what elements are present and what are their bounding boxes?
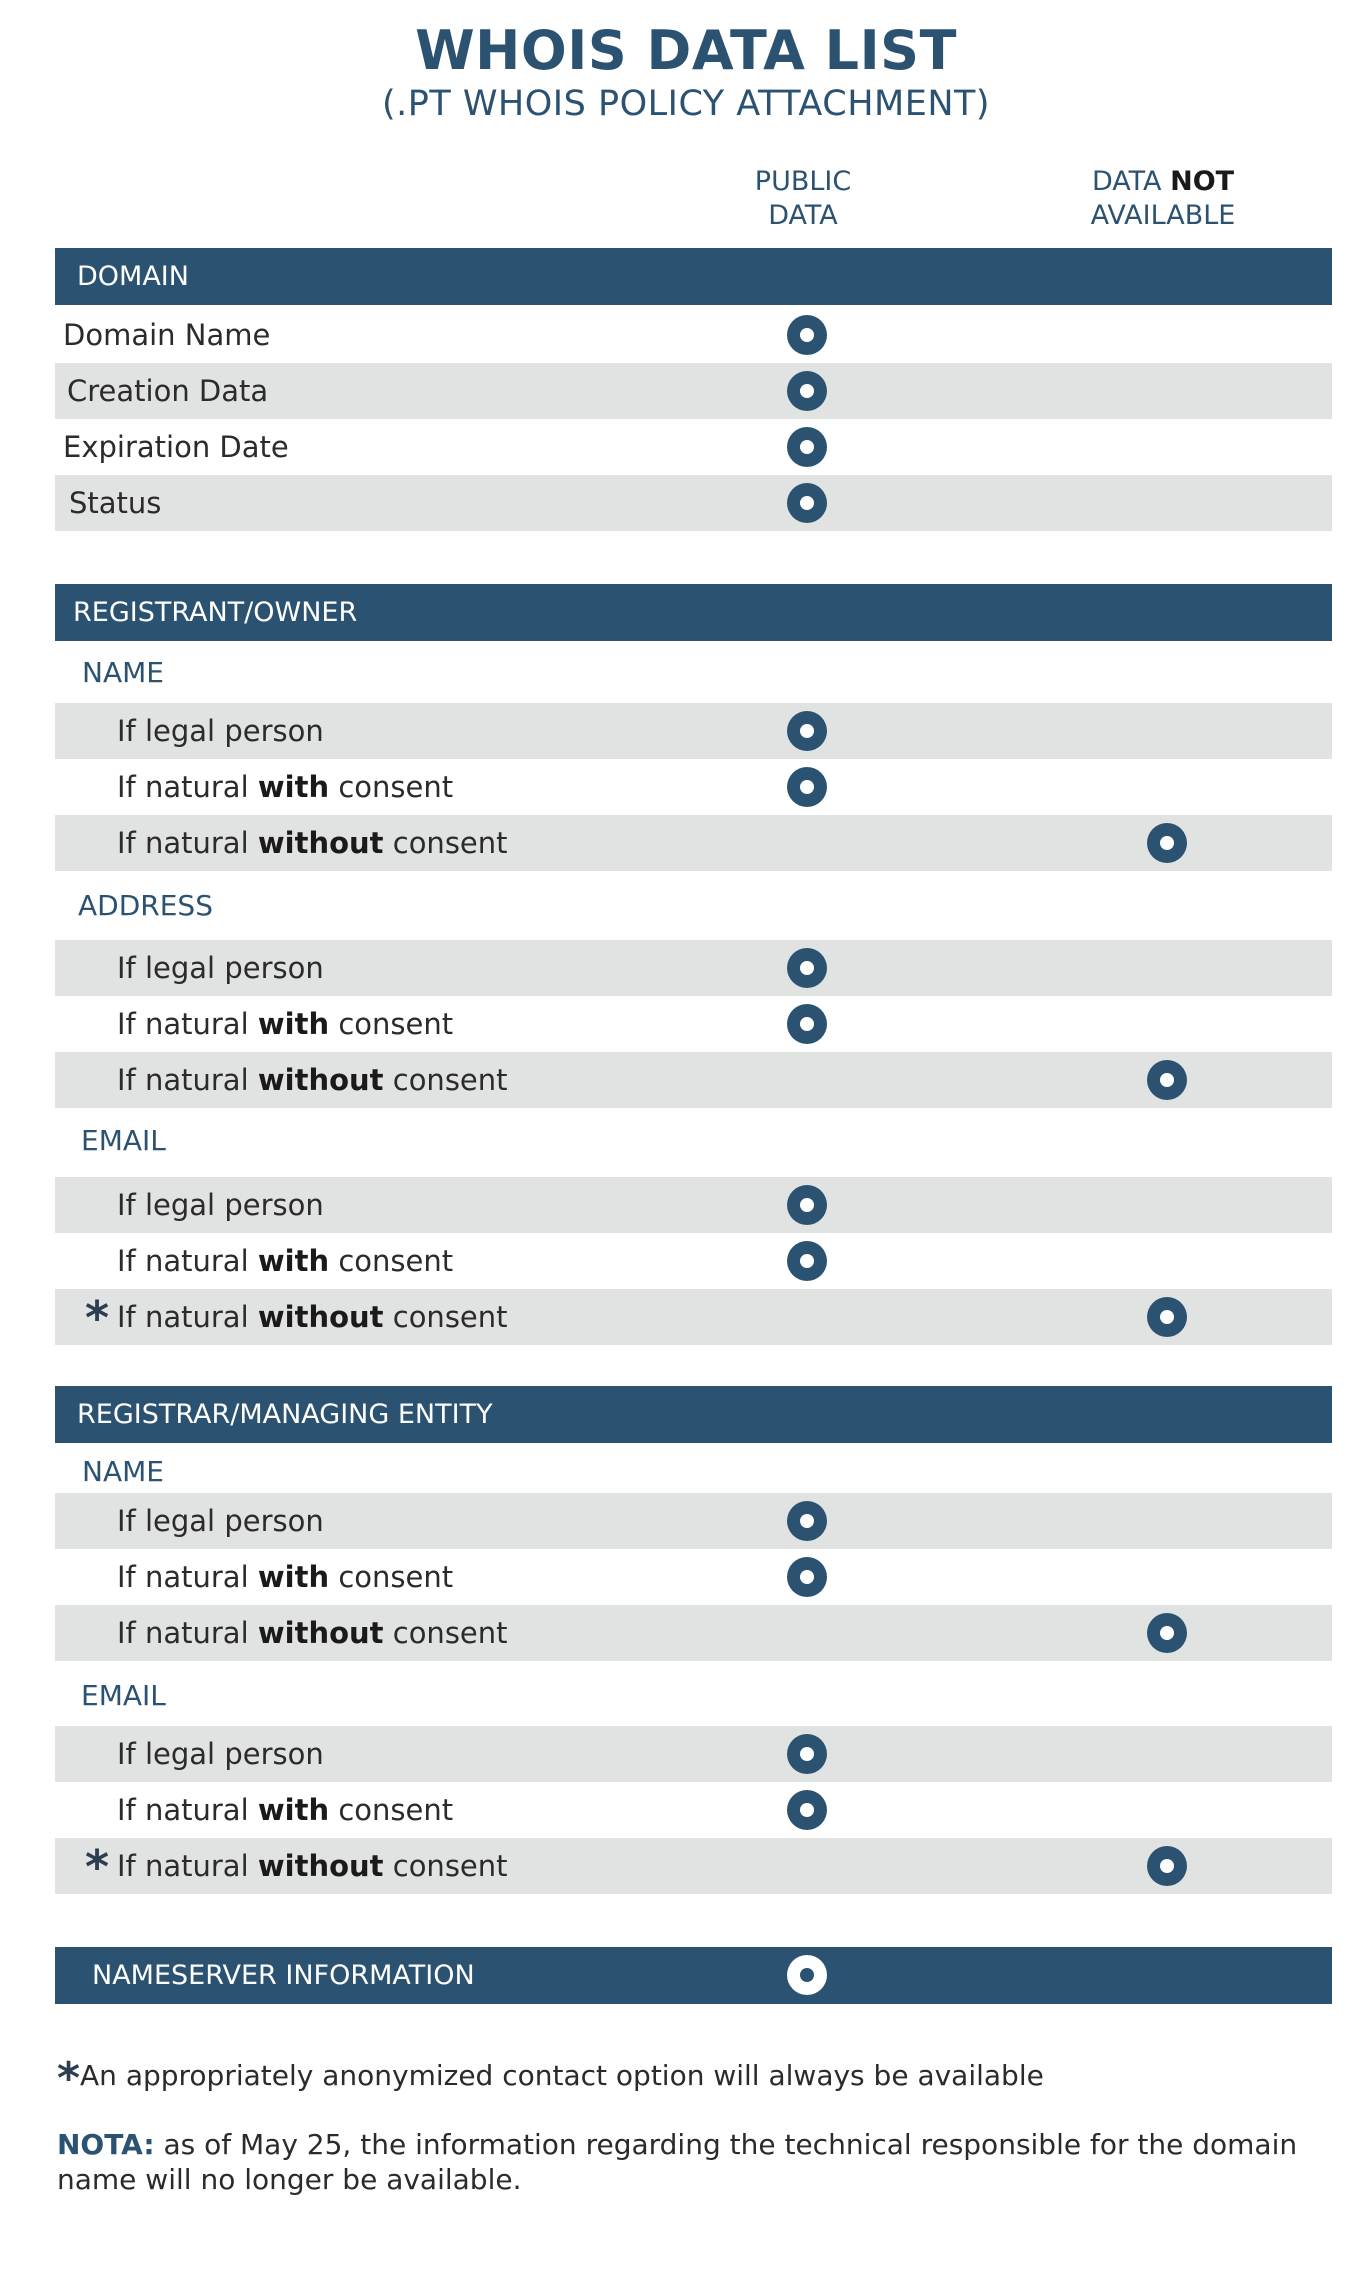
table-row-domain-name: Domain Name bbox=[55, 307, 1332, 363]
asterisk-icon: * bbox=[57, 2053, 81, 2104]
public-data-marker-icon bbox=[787, 1790, 827, 1830]
public-data-marker-icon bbox=[787, 427, 827, 467]
table-row: If legal person bbox=[55, 940, 1332, 996]
table-row: If legal person bbox=[55, 1726, 1332, 1782]
section-header-domain: DOMAIN bbox=[55, 248, 1332, 305]
table-row: If natural with consent bbox=[55, 759, 1332, 815]
section-header-registrant: REGISTRANT/OWNER bbox=[55, 584, 1332, 641]
subsection-title-registrant-name: NAME bbox=[82, 656, 164, 689]
not-available-marker-icon bbox=[1147, 1613, 1187, 1653]
public-data-marker-icon bbox=[787, 1241, 827, 1281]
table-row: If natural with consent bbox=[55, 996, 1332, 1052]
table-row: If natural with consent bbox=[55, 1233, 1332, 1289]
public-data-marker-icon bbox=[787, 1185, 827, 1225]
public-data-marker-icon bbox=[787, 1955, 827, 1995]
public-data-marker-icon bbox=[787, 711, 827, 751]
subsection-title-registrar-name: NAME bbox=[82, 1455, 164, 1488]
table-row: If natural with consent bbox=[55, 1549, 1332, 1605]
page-subtitle: (.PT WHOIS POLICY ATTACHMENT) bbox=[381, 84, 991, 124]
not-available-marker-icon bbox=[1147, 1060, 1187, 1100]
public-data-marker-icon bbox=[787, 948, 827, 988]
table-row-creation-data: Creation Data bbox=[55, 363, 1332, 419]
subsection-title-registrant-address: ADDRESS bbox=[78, 889, 213, 922]
public-data-marker-icon bbox=[787, 767, 827, 807]
table-row: * If natural without consent bbox=[55, 1838, 1332, 1894]
column-header-data-not-available: DATA NOT AVAILABLE bbox=[1090, 166, 1236, 231]
asterisk-icon: * bbox=[85, 1291, 110, 1345]
public-data-marker-icon bbox=[787, 1734, 827, 1774]
public-data-marker-icon bbox=[787, 483, 827, 523]
public-data-marker-icon bbox=[787, 1501, 827, 1541]
table-row: If legal person bbox=[55, 703, 1332, 759]
section-header-registrar: REGISTRAR/MANAGING ENTITY bbox=[55, 1386, 1332, 1443]
table-row-expiration-date: Expiration Date bbox=[55, 419, 1332, 475]
table-row: If legal person bbox=[55, 1493, 1332, 1549]
footnote: *An appropriately anonymized contact option will always be available bbox=[57, 2053, 1044, 2104]
table-row: If natural without consent bbox=[55, 1605, 1332, 1661]
table-row: If legal person bbox=[55, 1177, 1332, 1233]
page-title: WHOIS DATA LIST bbox=[415, 19, 957, 82]
section-header-nameserver: NAMESERVER INFORMATION bbox=[55, 1947, 1332, 2004]
subsection-title-registrant-email: EMAIL bbox=[81, 1124, 166, 1157]
table-row: * If natural without consent bbox=[55, 1289, 1332, 1345]
not-available-marker-icon bbox=[1147, 1846, 1187, 1886]
table-row: If natural without consent bbox=[55, 815, 1332, 871]
public-data-marker-icon bbox=[787, 1557, 827, 1597]
public-data-marker-icon bbox=[787, 1004, 827, 1044]
not-available-marker-icon bbox=[1147, 1297, 1187, 1337]
subsection-title-registrar-email: EMAIL bbox=[81, 1679, 166, 1712]
table-row-status: Status bbox=[55, 475, 1332, 531]
public-data-marker-icon bbox=[787, 371, 827, 411]
public-data-marker-icon bbox=[787, 315, 827, 355]
table-row: If natural without consent bbox=[55, 1052, 1332, 1108]
asterisk-icon: * bbox=[85, 1840, 110, 1894]
column-header-public-data: PUBLIC DATA bbox=[754, 166, 852, 231]
not-available-marker-icon bbox=[1147, 823, 1187, 863]
table-row: If natural with consent bbox=[55, 1782, 1332, 1838]
nota-note: NOTA: as of May 25, the information regarding the technical responsible for the domain name will no longer be available. bbox=[57, 2128, 1298, 2196]
